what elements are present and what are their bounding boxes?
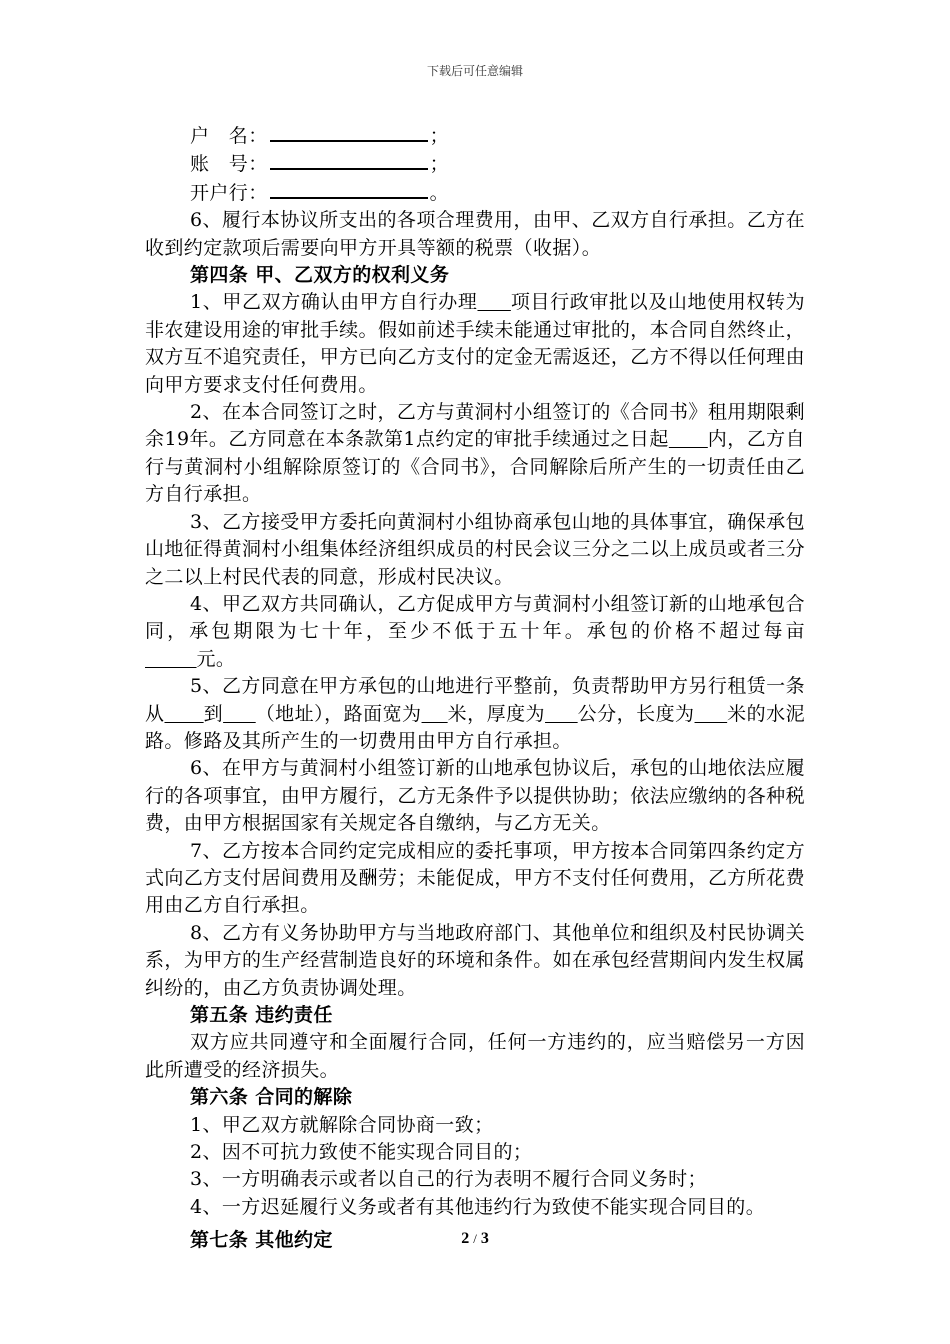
clause4-item6: 6、在甲方与黄洞村小组签订新的山地承包协议后，承包的山地依法应履行的各项事宜，由甲方履行，乙方无条件予以提供协助；依法应缴纳的各种税费，由甲方根据国家有关规定各自缴纳，与乙方无关。	[145, 757, 805, 835]
clause6-title: 第六条 合同的解除	[190, 1086, 353, 1109]
account-bank-line: 开户行： 。	[145, 179, 805, 207]
blank-field	[145, 648, 197, 670]
clause5-text: 双方应共同遵守和全面履行合同，任何一方违约的，应当赔偿另一方因此所遭受的经济损失。	[145, 1031, 805, 1081]
clause5-title: 第五条 违约责任	[190, 1004, 333, 1026]
account-name-line: 户 名： ；	[145, 122, 805, 150]
account-number-label: 账 号：	[190, 153, 268, 176]
page-current: 2	[461, 1230, 470, 1247]
blank-field	[545, 703, 578, 725]
clause3-item6: 6、履行本协议所支出的各项合理费用，由甲、乙双方自行承担。乙方在收到约定款项后需要向甲方开具等额的税票（收据）。	[145, 209, 805, 259]
clause4-item2: 2、在本合同签订之时，乙方与黄洞村小组签订的《合同书》租用期限剩余19年。乙方同意在本条款第1点约定的审批手续通过之日起 内，乙方自行与黄洞村小组解除原签订的《合同书》，合同解除后所产生的一切责任由乙方自行承担。	[145, 401, 805, 506]
clause6-item2: 2、因不可抗力致使不能实现合同目的；	[190, 1141, 533, 1164]
page-total: 3	[480, 1230, 489, 1247]
clause6-item3: 3、一方明确表示或者以自己的行为表明不履行合同义务时；	[190, 1168, 707, 1191]
clause4-item4: 4、甲乙双方共同确认，乙方促成甲方与黄洞村小组签订新的山地承包合同，承包期限为七十年，至少不低于五十年。承包的价格不超过每亩 元。	[145, 592, 805, 670]
clause6-item1: 1、甲乙双方就解除合同协商一致；	[190, 1113, 494, 1136]
clause6-item4: 4、一方迟延履行义务或者有其他违约行为致使不能实现合同目的。	[190, 1195, 766, 1218]
blank-field	[164, 703, 203, 725]
blank-field	[422, 703, 448, 725]
clause4-item7: 7、乙方按本合同约定完成相应的委托事项，甲方按本合同第四条约定方式向乙方支付居间费用及酬劳；未能促成，甲方不支付任何费用，乙方所花费用由乙方自行承担。	[145, 839, 805, 917]
account-number-blank	[270, 150, 428, 170]
page-number: 2 / 3	[461, 1230, 489, 1247]
blank-field	[477, 291, 510, 313]
page-header-note: 下载后可任意编辑	[426, 64, 523, 78]
account-name-label: 户 名：	[190, 125, 268, 147]
account-number-line: 账 号： ；	[145, 150, 805, 178]
clause4-item5: 5、乙方同意在甲方承包的山地进行平整前，负责帮助甲方另行租赁一条从 到 （地址），路面宽为 米，厚度为 公分，长度为 米的水泥路。修路及其所产生的一切费用由甲方自行承担。	[145, 675, 805, 752]
blank-field	[695, 703, 728, 725]
account-bank-label: 开户行：	[190, 181, 268, 204]
clause4-title: 第四条 甲、乙双方的权利义务	[190, 264, 450, 287]
clause4-item1: 1、甲乙双方确认由甲方自行办理 项目行政审批以及山地使用权转为非农建设用途的审批手续。假如前述手续未能通过审批的，本合同自然终止，双方互不追究责任，甲方已向乙方支付的定金无需返还，乙方不得以任何理由向甲方要求支付任何费用。	[145, 291, 805, 396]
clause4-item3: 3、乙方接受甲方委托向黄洞村小组协商承包山地的具体事宜，确保承包山地征得黄洞村小组集体经济组织成员的村民会议三分之二以上成员或者三分之二以上村民代表的同意，形成村民决议。	[145, 510, 805, 588]
blank-field	[223, 703, 256, 725]
account-name-blank	[270, 122, 428, 142]
blank-field	[669, 428, 708, 450]
clause4-item8: 8、乙方有义务协助甲方与当地政府部门、其他单位和组织及村民协调关系，为甲方的生产经营制造良好的环境和条件。如在承包经营期间内发生权属纠纷的，由乙方负责协调处理。	[145, 921, 805, 999]
account-bank-blank	[270, 179, 428, 199]
clause7-title: 第七条 其他约定	[190, 1229, 333, 1252]
document-body	[145, 122, 805, 1255]
